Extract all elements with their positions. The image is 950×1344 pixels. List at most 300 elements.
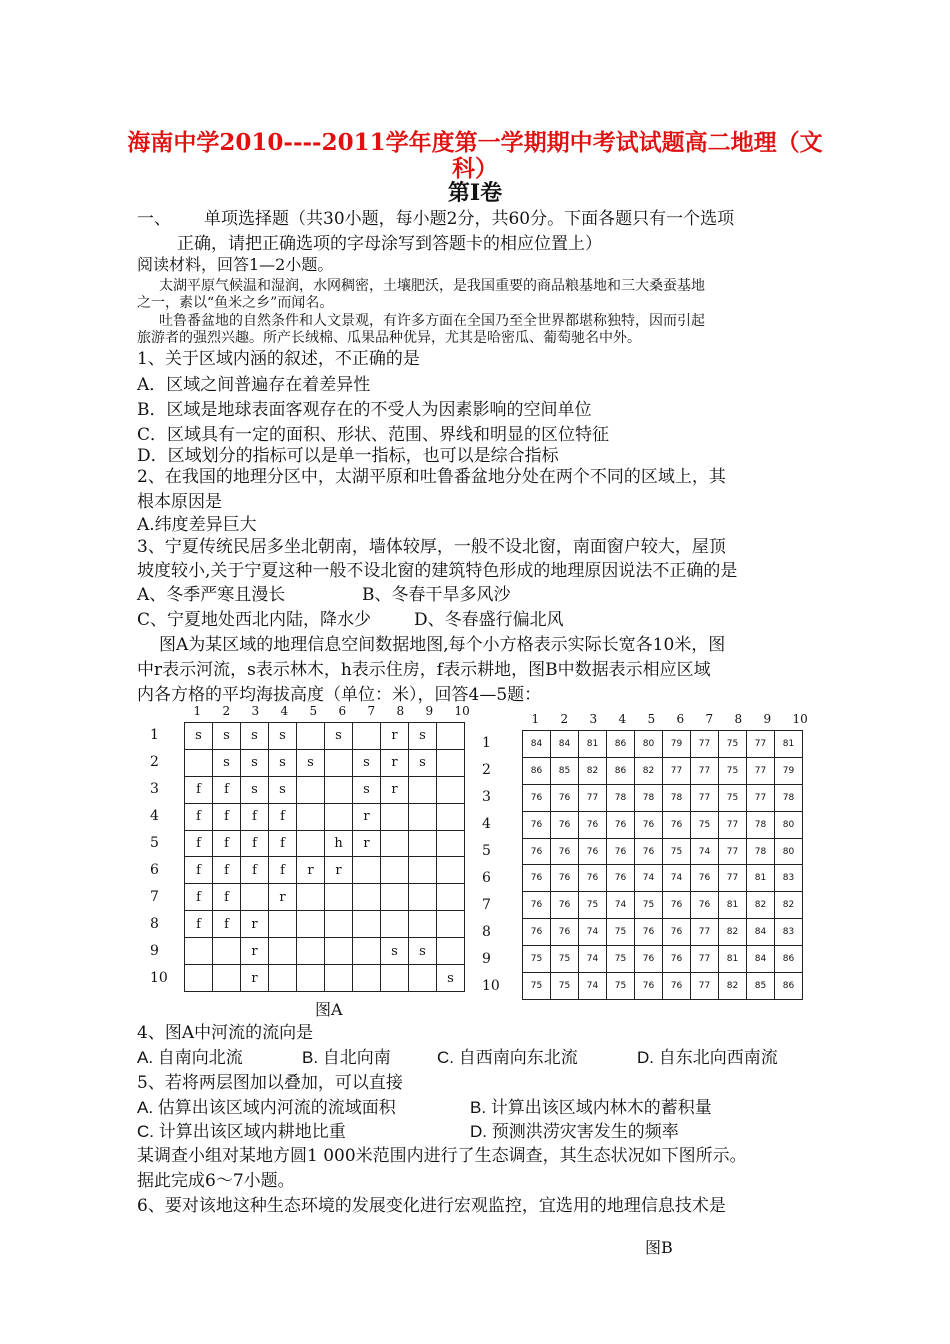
- row-label: 5: [482, 843, 491, 859]
- material1-line2: 之一，素以“鱼米之乡”而闻名。: [137, 295, 334, 311]
- intro-q6-line2: 据此完成6～7小题。: [137, 1171, 295, 1191]
- grid-row: [523, 892, 803, 919]
- column-label: 10: [792, 712, 808, 726]
- grid-cell: [409, 776, 437, 803]
- row-label: 1: [150, 727, 159, 743]
- grid-cell: 77: [719, 811, 747, 838]
- grid-cell: s: [437, 965, 465, 992]
- figure-a-row-labels: [150, 722, 184, 992]
- grid-cell: f: [213, 911, 241, 938]
- question-1-option-b: B．区域是地球表面客观存在的不受人为因素影响的空间单位: [137, 400, 592, 420]
- grid-cell: f: [213, 857, 241, 884]
- exam-title-line2: 科）: [452, 155, 498, 182]
- grid-row: [185, 884, 465, 911]
- grid-cell: s: [213, 723, 241, 750]
- grid-cell: [381, 830, 409, 857]
- grid-cell: r: [325, 857, 353, 884]
- question-6: 6、要对该地这种生态环境的发展变化进行宏观监控，宜选用的地理信息技术是: [137, 1196, 726, 1216]
- row-label: 2: [482, 762, 491, 778]
- grid-cell: 78: [747, 811, 775, 838]
- grid-cell: s: [213, 749, 241, 776]
- question-1-option-a: A．区域之间普遍存在着差异性: [137, 375, 371, 395]
- grid-cell: [297, 723, 325, 750]
- grid-row: [185, 938, 465, 965]
- question-4: 4、图A中河流的流向是: [137, 1023, 314, 1043]
- grid-cell: s: [353, 776, 381, 803]
- grid-cell: 82: [747, 892, 775, 919]
- figure-a-grid: [184, 722, 465, 992]
- grid-cell: 83: [775, 919, 803, 946]
- grid-cell: 76: [523, 838, 551, 865]
- grid-row: [185, 965, 465, 992]
- grid-cell: r: [241, 938, 269, 965]
- grid-row: [185, 803, 465, 830]
- grid-cell: [325, 965, 353, 992]
- grid-cell: r: [297, 857, 325, 884]
- grid-row: [185, 723, 465, 750]
- grid-cell: 77: [747, 757, 775, 784]
- grid-cell: 86: [607, 731, 635, 758]
- grid-cell: r: [269, 884, 297, 911]
- grid-cell: [353, 911, 381, 938]
- column-label: 3: [589, 712, 598, 726]
- row-label: 7: [150, 889, 159, 905]
- row-label: 4: [150, 808, 159, 824]
- grid-cell: 76: [635, 946, 663, 973]
- question-1-option-d: D．区域划分的指标可以是单一指标，也可以是综合指标: [137, 446, 559, 466]
- grid-cell: 75: [579, 892, 607, 919]
- question-5-option-d: D. 预测洪涝灾害发生的频率: [470, 1122, 679, 1141]
- grid-cell: 82: [719, 919, 747, 946]
- grid-row: [523, 811, 803, 838]
- figure-b-caption: 图B: [645, 1238, 673, 1257]
- grid-cell: [437, 911, 465, 938]
- grid-cell: 76: [523, 811, 551, 838]
- row-label: 5: [150, 835, 159, 851]
- grid-cell: [353, 723, 381, 750]
- grid-cell: [297, 911, 325, 938]
- grid-cell: 74: [579, 919, 607, 946]
- grid-cell: 74: [635, 865, 663, 892]
- grid-cell: 76: [551, 811, 579, 838]
- grid-cell: 75: [607, 946, 635, 973]
- grid-cell: 76: [663, 919, 691, 946]
- grid-cell: 78: [747, 838, 775, 865]
- grid-cell: 77: [719, 838, 747, 865]
- grid-cell: r: [241, 965, 269, 992]
- grid-cell: 86: [607, 757, 635, 784]
- material1-line1: 太湖平原气候温和湿润，水网稠密，土壤肥沃，是我国重要的商品粮基地和三大桑蚕基地: [159, 278, 705, 294]
- grid-cell: s: [241, 723, 269, 750]
- grid-cell: 76: [523, 892, 551, 919]
- figure-b-grid: [522, 730, 803, 1000]
- figure-a-column-labels: [184, 704, 499, 722]
- grid-cell: 76: [551, 919, 579, 946]
- grid-cell: 78: [663, 784, 691, 811]
- grid-cell: 75: [551, 946, 579, 973]
- grid-row: [523, 784, 803, 811]
- grid-cell: 75: [663, 838, 691, 865]
- grid-cell: [381, 965, 409, 992]
- row-label: 8: [482, 924, 491, 940]
- grid-cell: 80: [775, 811, 803, 838]
- column-label: 2: [560, 712, 569, 726]
- grid-row: [523, 973, 803, 1000]
- grid-cell: 82: [775, 892, 803, 919]
- grid-cell: s: [269, 723, 297, 750]
- grid-cell: s: [241, 776, 269, 803]
- grid-cell: 75: [607, 919, 635, 946]
- grid-cell: 75: [719, 731, 747, 758]
- question-3-line1: 3、宁夏传统民居多坐北朝南，墙体较厚，一般不设北窗，南面窗户较大，屋顶: [137, 537, 726, 557]
- grid-cell: [437, 857, 465, 884]
- instruction-number: 一、: [137, 209, 171, 229]
- question-2-line1: 2、在我国的地理分区中，太湖平原和吐鲁番盆地分处在两个不同的区域上，其: [137, 467, 726, 487]
- grid-cell: 76: [607, 865, 635, 892]
- figure-b-column-labels: [522, 712, 843, 730]
- grid-cell: 76: [523, 784, 551, 811]
- grid-row: [185, 776, 465, 803]
- grid-cell: [297, 776, 325, 803]
- grid-cell: s: [297, 749, 325, 776]
- row-label: 7: [482, 897, 491, 913]
- column-label: 2: [222, 704, 231, 718]
- grid-cell: 77: [691, 757, 719, 784]
- grid-cell: 76: [579, 865, 607, 892]
- grid-cell: 82: [579, 757, 607, 784]
- grid-cell: h: [325, 830, 353, 857]
- grid-cell: 86: [775, 973, 803, 1000]
- instruction-line1: 单项选择题（共30小题，每小题2分，共60分。下面各题只有一个选项: [204, 209, 735, 229]
- grid-cell: f: [269, 830, 297, 857]
- grid-cell: [185, 965, 213, 992]
- question-3-line2: 坡度较小,关于宁夏这种一般不设北窗的建筑特色形成的地理原因说法不正确的是: [137, 561, 738, 581]
- grid-cell: [409, 830, 437, 857]
- grid-cell: s: [381, 938, 409, 965]
- figure-b: [482, 712, 808, 1000]
- row-label: 6: [150, 862, 159, 878]
- grid-cell: [353, 965, 381, 992]
- grid-cell: f: [213, 776, 241, 803]
- grid-cell: 75: [691, 811, 719, 838]
- grid-row: [523, 731, 803, 758]
- grid-cell: [325, 911, 353, 938]
- grid-cell: 84: [523, 731, 551, 758]
- column-label: 9: [425, 704, 434, 718]
- grid-cell: [297, 965, 325, 992]
- exam-title-line1: 海南中学2010----2011学年度第一学期期中考试试题高二地理（文: [127, 129, 823, 156]
- intro-q4-line2: 中r表示河流，s表示林木，h表示住房，f表示耕地，图B中数据表示相应区域: [137, 660, 711, 680]
- question-2-option-a: A.纬度差异巨大: [137, 515, 257, 535]
- column-label: 9: [763, 712, 772, 726]
- grid-cell: 77: [691, 919, 719, 946]
- grid-cell: f: [185, 803, 213, 830]
- grid-cell: [297, 938, 325, 965]
- reading-prompt: 阅读材料，回答1—2小题。: [137, 255, 334, 274]
- column-label: 4: [618, 712, 627, 726]
- grid-cell: [409, 911, 437, 938]
- grid-cell: 85: [747, 973, 775, 1000]
- grid-cell: f: [269, 857, 297, 884]
- grid-cell: 76: [579, 838, 607, 865]
- question-1-option-c: C．区域具有一定的面积、形状、范围、界线和明显的区位特征: [137, 425, 610, 445]
- column-label: 8: [396, 704, 405, 718]
- grid-cell: [325, 884, 353, 911]
- grid-cell: 77: [747, 784, 775, 811]
- grid-cell: 78: [635, 784, 663, 811]
- grid-cell: 76: [551, 865, 579, 892]
- question-5-option-c: C. 计算出该区域内耕地比重: [137, 1122, 346, 1141]
- grid-cell: [185, 938, 213, 965]
- grid-cell: 82: [719, 973, 747, 1000]
- grid-cell: 84: [747, 919, 775, 946]
- grid-cell: 76: [663, 973, 691, 1000]
- grid-cell: 80: [635, 731, 663, 758]
- grid-cell: f: [185, 830, 213, 857]
- grid-cell: 76: [663, 811, 691, 838]
- grid-cell: r: [381, 749, 409, 776]
- grid-cell: 75: [719, 757, 747, 784]
- column-label: 6: [338, 704, 347, 718]
- grid-cell: 76: [635, 838, 663, 865]
- grid-cell: 74: [691, 838, 719, 865]
- material2-line1: 吐鲁番盆地的自然条件和人文景观，有许多方面在全国乃至全世界都堪称独特，因而引起: [159, 313, 705, 329]
- grid-cell: 74: [607, 892, 635, 919]
- grid-cell: 75: [719, 784, 747, 811]
- grid-cell: 74: [579, 946, 607, 973]
- grid-cell: f: [241, 857, 269, 884]
- grid-cell: 77: [663, 757, 691, 784]
- grid-cell: 75: [523, 946, 551, 973]
- grid-cell: [269, 911, 297, 938]
- grid-cell: [213, 938, 241, 965]
- grid-cell: 76: [607, 811, 635, 838]
- grid-row: [523, 838, 803, 865]
- grid-row: [523, 757, 803, 784]
- figure-a: [150, 704, 470, 992]
- grid-row: [185, 911, 465, 938]
- grid-cell: 77: [579, 784, 607, 811]
- grid-cell: 76: [523, 919, 551, 946]
- figure-a-caption: 图A: [315, 1000, 343, 1019]
- grid-cell: 79: [775, 757, 803, 784]
- grid-cell: f: [213, 884, 241, 911]
- column-label: 5: [647, 712, 656, 726]
- question-3-option-c: C、宁夏地处西北内陆，降水少: [137, 610, 372, 630]
- grid-cell: [381, 857, 409, 884]
- column-label: 7: [367, 704, 376, 718]
- grid-cell: [381, 884, 409, 911]
- grid-cell: [297, 830, 325, 857]
- grid-cell: 77: [691, 973, 719, 1000]
- grid-row: [523, 946, 803, 973]
- grid-cell: 81: [747, 865, 775, 892]
- grid-cell: 77: [747, 731, 775, 758]
- grid-cell: 86: [523, 757, 551, 784]
- question-1: 1、关于区域内涵的叙述，不正确的是: [137, 349, 420, 369]
- grid-cell: s: [353, 749, 381, 776]
- row-label: 1: [482, 735, 491, 751]
- intro-q4-line1: 图A为某区域的地理信息空间数据地图,每个小方格表示实际长宽各10米，图: [159, 635, 726, 655]
- grid-cell: f: [185, 911, 213, 938]
- grid-cell: 83: [775, 865, 803, 892]
- grid-cell: 76: [635, 973, 663, 1000]
- grid-cell: [297, 803, 325, 830]
- grid-cell: [437, 776, 465, 803]
- column-label: 4: [280, 704, 289, 718]
- grid-cell: 76: [691, 892, 719, 919]
- material2-line2: 旅游者的强烈兴趣。所产长绒棉、瓜果品种优异，尤其是哈密瓜、葡萄驰名中外。: [137, 330, 641, 346]
- grid-cell: 76: [551, 784, 579, 811]
- grid-cell: [269, 965, 297, 992]
- grid-row: [185, 830, 465, 857]
- grid-cell: 76: [551, 838, 579, 865]
- row-label: 10: [482, 978, 500, 994]
- row-label: 4: [482, 816, 491, 832]
- grid-cell: [325, 938, 353, 965]
- grid-cell: [409, 884, 437, 911]
- grid-cell: [185, 749, 213, 776]
- grid-cell: 85: [551, 757, 579, 784]
- question-4-option-d: D. 自东北向西南流: [637, 1048, 778, 1067]
- grid-cell: [437, 830, 465, 857]
- question-2-line2: 根本原因是: [137, 492, 222, 512]
- grid-cell: s: [241, 749, 269, 776]
- grid-cell: r: [381, 776, 409, 803]
- grid-cell: 77: [691, 784, 719, 811]
- grid-cell: r: [381, 723, 409, 750]
- row-label: 8: [150, 916, 159, 932]
- grid-cell: 75: [523, 973, 551, 1000]
- grid-cell: s: [269, 776, 297, 803]
- question-3-option-a: A、冬季严寒且漫长: [137, 585, 286, 605]
- row-label: 3: [150, 781, 159, 797]
- grid-row: [185, 749, 465, 776]
- grid-cell: [409, 857, 437, 884]
- intro-q6-line1: 某调查小组对某地方圆1 000米范围内进行了生态调查，其生态状况如下图所示。: [137, 1146, 747, 1166]
- grid-cell: 76: [523, 865, 551, 892]
- grid-cell: [437, 749, 465, 776]
- question-4-option-c: C. 自西南向东北流: [437, 1048, 578, 1067]
- grid-cell: r: [353, 803, 381, 830]
- grid-cell: 75: [635, 892, 663, 919]
- grid-cell: 74: [663, 865, 691, 892]
- grid-cell: [325, 776, 353, 803]
- grid-cell: r: [353, 830, 381, 857]
- grid-cell: s: [185, 723, 213, 750]
- question-3-option-d: D、冬春盛行偏北风: [414, 610, 564, 630]
- grid-cell: 76: [607, 838, 635, 865]
- question-5-option-b: B. 计算出该区域内林木的蓄积量: [470, 1098, 712, 1117]
- row-label: 2: [150, 754, 159, 770]
- grid-cell: [437, 938, 465, 965]
- grid-cell: [213, 965, 241, 992]
- grid-cell: 76: [663, 946, 691, 973]
- grid-cell: [269, 938, 297, 965]
- grid-cell: [437, 803, 465, 830]
- grid-cell: [381, 803, 409, 830]
- grid-cell: 82: [635, 757, 663, 784]
- column-label: 5: [309, 704, 318, 718]
- grid-cell: [409, 803, 437, 830]
- grid-cell: f: [269, 803, 297, 830]
- grid-cell: f: [185, 857, 213, 884]
- grid-cell: [353, 938, 381, 965]
- question-4-option-b: B. 自北向南: [302, 1048, 391, 1067]
- section-heading: 第Ⅰ卷: [447, 180, 503, 206]
- grid-cell: 77: [691, 946, 719, 973]
- grid-cell: 81: [775, 731, 803, 758]
- grid-cell: 76: [691, 865, 719, 892]
- row-label: 3: [482, 789, 491, 805]
- intro-q4-line3: 内各方格的平均海拔高度（单位：米），回答4—5题：: [137, 685, 542, 705]
- grid-cell: [325, 749, 353, 776]
- grid-cell: 76: [579, 811, 607, 838]
- column-label: 10: [454, 704, 470, 718]
- column-label: 1: [193, 704, 202, 718]
- grid-cell: 77: [719, 865, 747, 892]
- row-label: 9: [150, 943, 159, 959]
- grid-cell: [353, 884, 381, 911]
- grid-cell: 81: [719, 946, 747, 973]
- grid-cell: 76: [663, 892, 691, 919]
- grid-cell: [325, 803, 353, 830]
- grid-row: [523, 865, 803, 892]
- grid-cell: [297, 884, 325, 911]
- figure-b-row-labels: [482, 730, 522, 1000]
- column-label: 1: [531, 712, 540, 726]
- question-5: 5、若将两层图加以叠加，可以直接: [137, 1073, 403, 1093]
- question-4-option-a: A. 自南向北流: [137, 1048, 243, 1067]
- grid-cell: 76: [635, 811, 663, 838]
- grid-cell: s: [269, 749, 297, 776]
- row-label: 6: [482, 870, 491, 886]
- grid-cell: 86: [775, 946, 803, 973]
- grid-row: [185, 857, 465, 884]
- grid-cell: [437, 723, 465, 750]
- column-label: 3: [251, 704, 260, 718]
- grid-cell: 78: [607, 784, 635, 811]
- grid-cell: 75: [551, 973, 579, 1000]
- grid-cell: 75: [607, 973, 635, 1000]
- grid-cell: f: [185, 884, 213, 911]
- grid-cell: [241, 884, 269, 911]
- grid-cell: 79: [663, 731, 691, 758]
- grid-cell: f: [213, 830, 241, 857]
- question-5-option-a: A. 估算出该区域内河流的流域面积: [137, 1098, 396, 1117]
- grid-cell: 81: [579, 731, 607, 758]
- grid-cell: s: [409, 938, 437, 965]
- grid-cell: 76: [551, 892, 579, 919]
- grid-cell: s: [409, 749, 437, 776]
- grid-cell: f: [185, 776, 213, 803]
- grid-cell: 81: [719, 892, 747, 919]
- grid-cell: [409, 965, 437, 992]
- column-label: 6: [676, 712, 685, 726]
- grid-row: [523, 919, 803, 946]
- grid-cell: 74: [579, 973, 607, 1000]
- grid-cell: [437, 884, 465, 911]
- row-label: 10: [150, 970, 168, 986]
- question-3-option-b: B、冬春干旱多风沙: [362, 585, 511, 605]
- grid-cell: 84: [551, 731, 579, 758]
- grid-cell: [381, 911, 409, 938]
- row-label: 9: [482, 951, 491, 967]
- grid-cell: 77: [691, 731, 719, 758]
- grid-cell: f: [241, 830, 269, 857]
- grid-cell: r: [241, 911, 269, 938]
- grid-cell: s: [325, 723, 353, 750]
